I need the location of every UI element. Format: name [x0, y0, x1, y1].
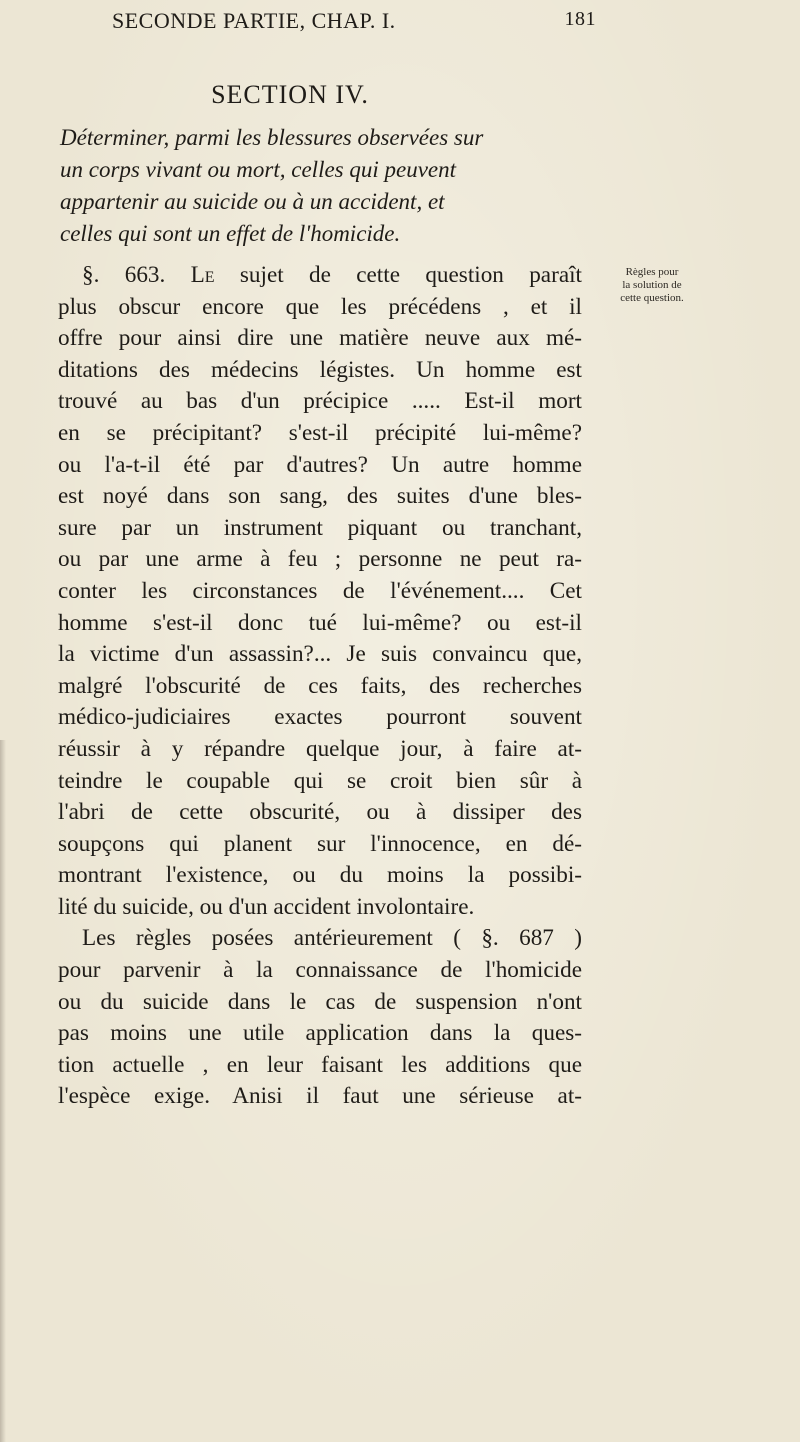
rubric-line: celles qui sont un effet de l'homicide. [60, 221, 401, 246]
margin-note-line: la solution de [622, 279, 682, 291]
paragraph-663 [58, 260, 582, 1113]
text-line: montrant l'existence, ou du moins la possibi- [58, 862, 582, 889]
text-line: pas moins une utile application dans la ques- [58, 1020, 582, 1047]
text-line: lité du suicide, ou d'un accident involontaire. [58, 893, 475, 920]
text-line-content: sujet de cette question paraît [239, 262, 582, 288]
rubric-line: appartenir au suicide ou à un accident, et [60, 189, 445, 214]
text-line [58, 260, 582, 292]
text-line: Les règles posées antérieurement ( §. 687 ) [82, 925, 582, 952]
rubric-line: Déterminer, parmi les blessures observées sur [60, 125, 484, 150]
text-line: ditations des médecins légistes. Un homme est [58, 356, 582, 383]
text-line: plus obscur encore que les précédens , et il [58, 293, 582, 320]
margin-note [597, 266, 707, 305]
lead-word: Le [190, 262, 215, 288]
text-line: la victime d'un assassin?... Je suis convaincu que, [58, 641, 582, 668]
text-line: teindre le coupable qui se croit bien sûr à [58, 767, 582, 794]
text-line: en se précipitant? s'est-il précipité lui-même? [58, 419, 582, 446]
text-line: trouvé au bas d'un précipice ..... Est-il mort [58, 388, 582, 415]
text-line: ou l'a-t-il été par d'autres? Un autre homme [58, 451, 582, 478]
section-mark: §. 663. [82, 262, 166, 288]
text-line: sure par un instrument piquant ou tranchant, [58, 514, 582, 541]
running-head [112, 8, 596, 34]
page-fold-shadow [0, 740, 6, 1442]
margin-note-line: Règles pour [625, 266, 679, 278]
text-line: malgré l'obscurité de ces faits, des recherches [58, 672, 582, 699]
text-line: médico-judiciaires exactes pourront souvent [58, 704, 582, 731]
text-line: l'abri de cette obscurité, ou à dissiper des [58, 799, 582, 826]
text-line: offre pour ainsi dire une matière neuve aux mé- [58, 325, 582, 352]
text-line: conter les circonstances de l'événement.... Cet [58, 577, 582, 604]
text-line: soupçons qui planent sur l'innocence, en dé- [58, 830, 582, 857]
text-line: homme s'est-il donc tué lui-même? ou est-il [58, 609, 582, 636]
rubric-line: un corps vivant ou mort, celles qui peuvent [60, 157, 457, 182]
text-line: tion actuelle , en leur faisant les additions que [58, 1051, 582, 1078]
page-number: 181 [564, 8, 596, 30]
running-head-text: SECONDE PARTIE, CHAP. I. [112, 8, 396, 33]
margin-note-line: cette question. [620, 292, 684, 304]
section-title: SECTION IV. [211, 80, 369, 109]
text-line: pour parvenir à la connaissance de l'homicide [58, 957, 582, 984]
text-line: est noyé dans son sang, des suites d'une bles- [58, 483, 582, 510]
text-line: réussir à y répandre quelque jour, à faire at- [58, 735, 582, 762]
text-line: ou du suicide dans le cas de suspension n'ont [58, 988, 582, 1015]
section-rubric [60, 122, 580, 250]
text-line: l'espèce exige. Anisi il faut une sérieuse at- [58, 1083, 582, 1110]
text-line: ou par une arme à feu ; personne ne peut ra- [58, 546, 582, 573]
